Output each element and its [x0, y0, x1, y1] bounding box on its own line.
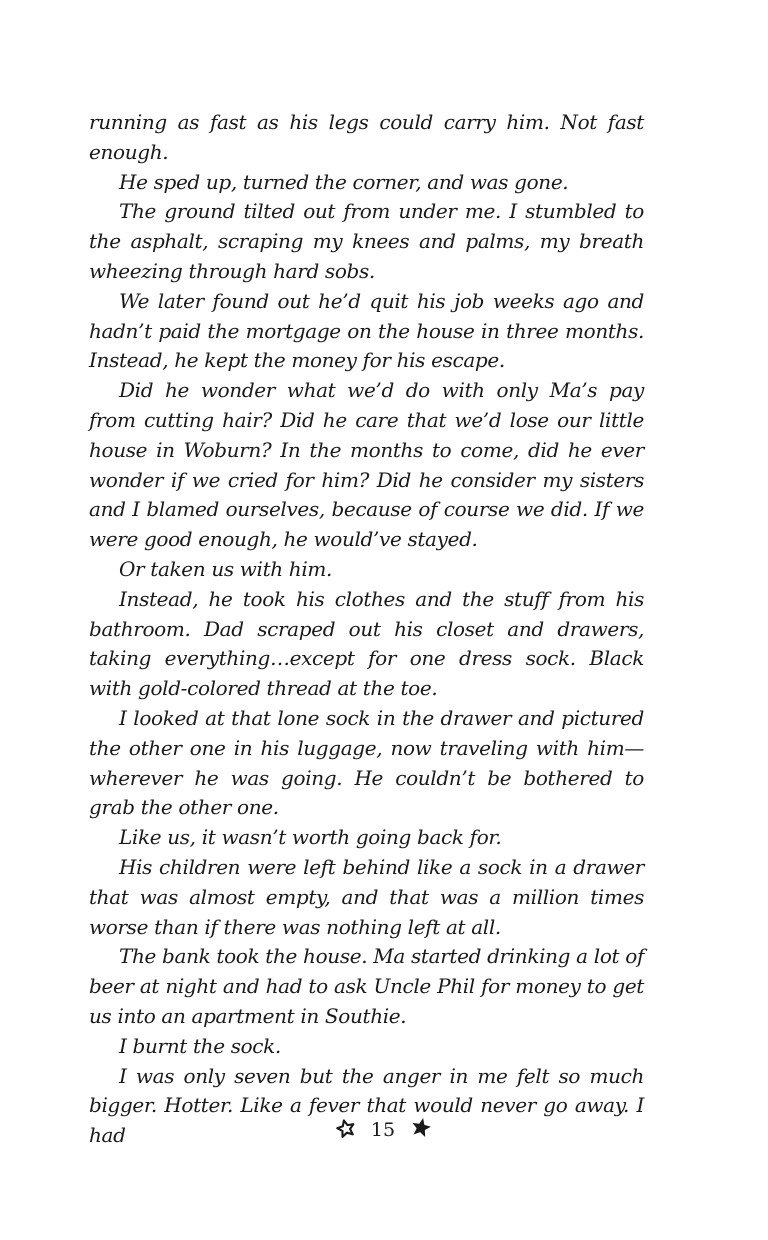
page-footer [0, 1116, 768, 1144]
paragraph-5: Did he wonder what we’d do with only Ma’s pay from cutting hair? Did he care that we’d lose our little house in Woburn? In the months to come, did he ever wonder if we cried for him? Did he consider my sisters and I blamed ourselves, because of course we did. If we were good enough, he would’ve stayed. [89, 378, 644, 552]
paragraph-8: I looked at that lone sock in the drawer and pictured the other one in his luggage, now traveling with him—wherever he was going. He couldn’t be bothered to grab the other one. [89, 705, 644, 820]
paragraph-2: He sped up, turned the corner, and was gone. [119, 169, 569, 194]
paragraph-10: His children were left behind like a sock in a drawer that was almost empty, and that was a million times worse than if there was nothing left at all. [89, 854, 644, 939]
filled-star-icon [403, 1119, 433, 1141]
paragraph-7: Instead, he took his clothes and the stuff from his bathroom. Dad scraped out his closet and drawers, taking everything…except for one dress sock. Black with gold-colored thread at the toe. [89, 586, 644, 701]
page-number: 15 [370, 1119, 396, 1141]
outline-star-icon [335, 1119, 363, 1141]
paragraph-11: The bank took the house. Ma started drinking a lot of beer at night and had to ask Uncle Phil for money to get us into an apartment in Southie. [89, 944, 644, 1028]
paragraph-9: Like us, it wasn’t worth going back for. [119, 825, 502, 850]
paragraph-1: running as fast as his legs could carry him. Not fast enough. [89, 110, 644, 164]
paragraph-4: We later found out he’d quit his job weeks ago and hadn’t paid the mortgage on the house in three months. Instead, he kept the money for his escape. [89, 288, 644, 373]
paragraph-12: I burnt the sock. [119, 1033, 281, 1058]
body-text [89, 108, 644, 1151]
paragraph-13: I was only seven but the anger in me felt so much bigger. Hotter. Like a fever that would never go away. I had [89, 1063, 644, 1148]
paragraph-6: Or taken us with him. [119, 556, 333, 581]
paragraph-3: The ground tilted out from under me. I stumbled to the asphalt, scraping my knees and palms, my breath wheezing through hard sobs. [89, 199, 644, 283]
